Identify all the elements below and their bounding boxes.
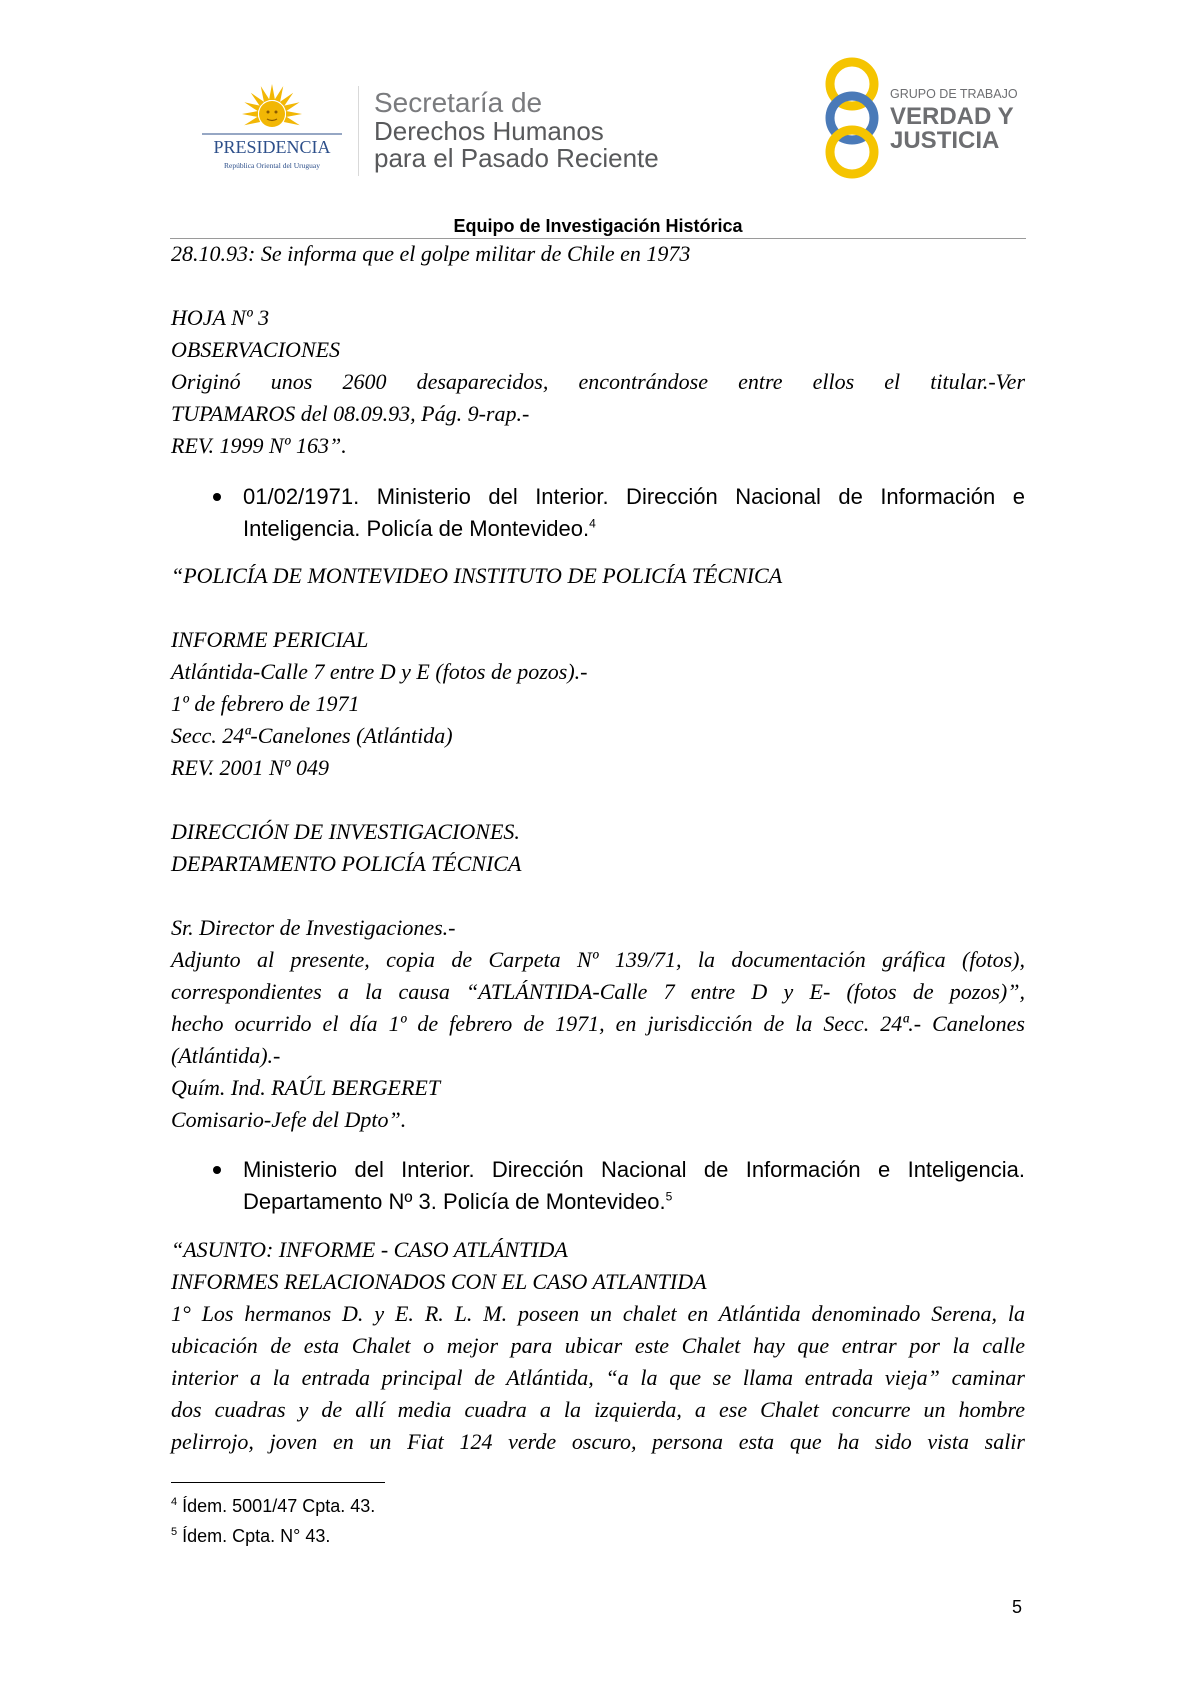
bullet-text: Departamento Nº 3. Policía de Montevideo.$^5$ bbox=[243, 1189, 673, 1214]
secretaria-line-2: Derechos Humanos bbox=[374, 116, 604, 146]
body-line: DIRECCIÓN DE INVESTIGACIONES. bbox=[171, 819, 520, 844]
body-line: Atlántida-Calle 7 entre D y E (fotos de pozos).- bbox=[171, 659, 588, 684]
secretaria-wordmark bbox=[374, 88, 659, 172]
body-line: interior a la entrada principal de Atlántida, “a la que se llama entrada vieja” caminar bbox=[171, 1365, 1025, 1390]
verdad-justicia-logo bbox=[822, 56, 1022, 180]
footnote-4: $^4$ Ídem. 5001/47 Cpta. 43. bbox=[171, 1496, 376, 1516]
body-line: “POLICÍA DE MONTEVIDEO INSTITUTO DE POLICÍA TÉCNICA bbox=[171, 563, 783, 588]
logo-divider bbox=[358, 86, 359, 176]
body-line: Adjunto al presente, copia de Carpeta Nº 139/71, la documentación gráfica (fotos), bbox=[171, 947, 1025, 972]
body-line: DEPARTAMENTO POLICÍA TÉCNICA bbox=[171, 851, 522, 876]
body-line: ubicación de esta Chalet o mejor para ubicar este Chalet hay que entrar por la calle bbox=[171, 1333, 1025, 1358]
body-line: correspondientes a la causa “ATLÁNTIDA-Calle 7 entre D y E- (fotos de pozos)”, bbox=[171, 979, 1025, 1004]
body-line: Secc. 24ª-Canelones (Atlántida) bbox=[171, 723, 453, 748]
presidencia-sun-logo bbox=[196, 82, 348, 176]
bullet-text: Ministerio del Interior. Dirección Nacional de Información e Inteligencia. bbox=[243, 1157, 1025, 1182]
body-line: INFORMES RELACIONADOS CON EL CASO ATLANTIDA bbox=[171, 1269, 707, 1294]
body-line: REV. 1999 Nº 163”. bbox=[171, 433, 347, 458]
body-line: dos cuadras y de allí media cuadra a la izquierda, a ese Chalet concurre un hombre bbox=[171, 1397, 1025, 1422]
bullet-text: 01/02/1971. Ministerio del Interior. Dirección Nacional de Información e bbox=[243, 484, 1025, 509]
body-line: hecho ocurrido el día 1º de febrero de 1971, en jurisdicción de la Secc. 24ª.- Canelones bbox=[171, 1011, 1025, 1036]
footnote-5: $^5$ Ídem. Cpta. N° 43. bbox=[171, 1526, 331, 1546]
bullet-text: Inteligencia. Policía de Montevideo.$^4$ bbox=[243, 516, 596, 541]
body-line: “ASUNTO: INFORME - CASO ATLÁNTIDA bbox=[171, 1237, 568, 1262]
body-line: Quím. Ind. RAÚL BERGERET bbox=[171, 1075, 441, 1100]
body-line: 1° Los hermanos D. y E. R. L. M. poseen un chalet en Atlántida denominado Serena, la bbox=[171, 1301, 1025, 1326]
secretaria-line-3: para el Pasado Reciente bbox=[374, 143, 659, 173]
body-line: Comisario-Jefe del Dpto”. bbox=[171, 1107, 407, 1132]
body-line: HOJA Nº 3 bbox=[171, 305, 270, 330]
gtvj-line-1: GRUPO DE TRABAJO bbox=[890, 87, 1018, 101]
body-line: Sr. Director de Investigaciones.- bbox=[171, 915, 456, 940]
gtvj-line-3: JUSTICIA bbox=[890, 127, 1000, 154]
body-line: INFORME PERICIAL bbox=[171, 627, 369, 652]
footnote-rule bbox=[171, 1482, 385, 1483]
bullet-item bbox=[209, 1154, 1025, 1218]
body-line: TUPAMAROS del 08.09.93, Pág. 9-rap.- bbox=[171, 401, 530, 426]
gtvj-line-2: VERDAD Y bbox=[890, 103, 1014, 130]
bullet-item bbox=[209, 481, 1025, 545]
body-line: 28.10.93: Se informa que el golpe militar de Chile en 1973 bbox=[171, 241, 691, 266]
footnote-ref: 5 bbox=[665, 1189, 673, 1204]
body-line: REV. 2001 Nº 049 bbox=[171, 755, 329, 780]
body-line: pelirrojo, joven en un Fiat 124 verde oscuro, persona esta que ha sido vista salir bbox=[171, 1429, 1025, 1454]
presidencia-sub: República Oriental del Uruguay bbox=[223, 161, 321, 170]
team-title: Equipo de Investigación Histórica bbox=[453, 216, 743, 236]
body-line: (Atlántida).- bbox=[171, 1043, 281, 1068]
body-line: Originó unos 2600 desaparecidos, encontrándose entre ellos el titular.-Ver bbox=[171, 369, 1025, 394]
body-line: OBSERVACIONES bbox=[171, 337, 341, 362]
footnote-ref: 4 bbox=[589, 516, 596, 531]
secretaria-line-1: Secretaría de bbox=[374, 87, 543, 118]
body-line: 1º de febrero de 1971 bbox=[171, 691, 360, 716]
page-number: 5 bbox=[1012, 1597, 1023, 1617]
presidencia-label: PRESIDENCIA bbox=[213, 137, 331, 157]
